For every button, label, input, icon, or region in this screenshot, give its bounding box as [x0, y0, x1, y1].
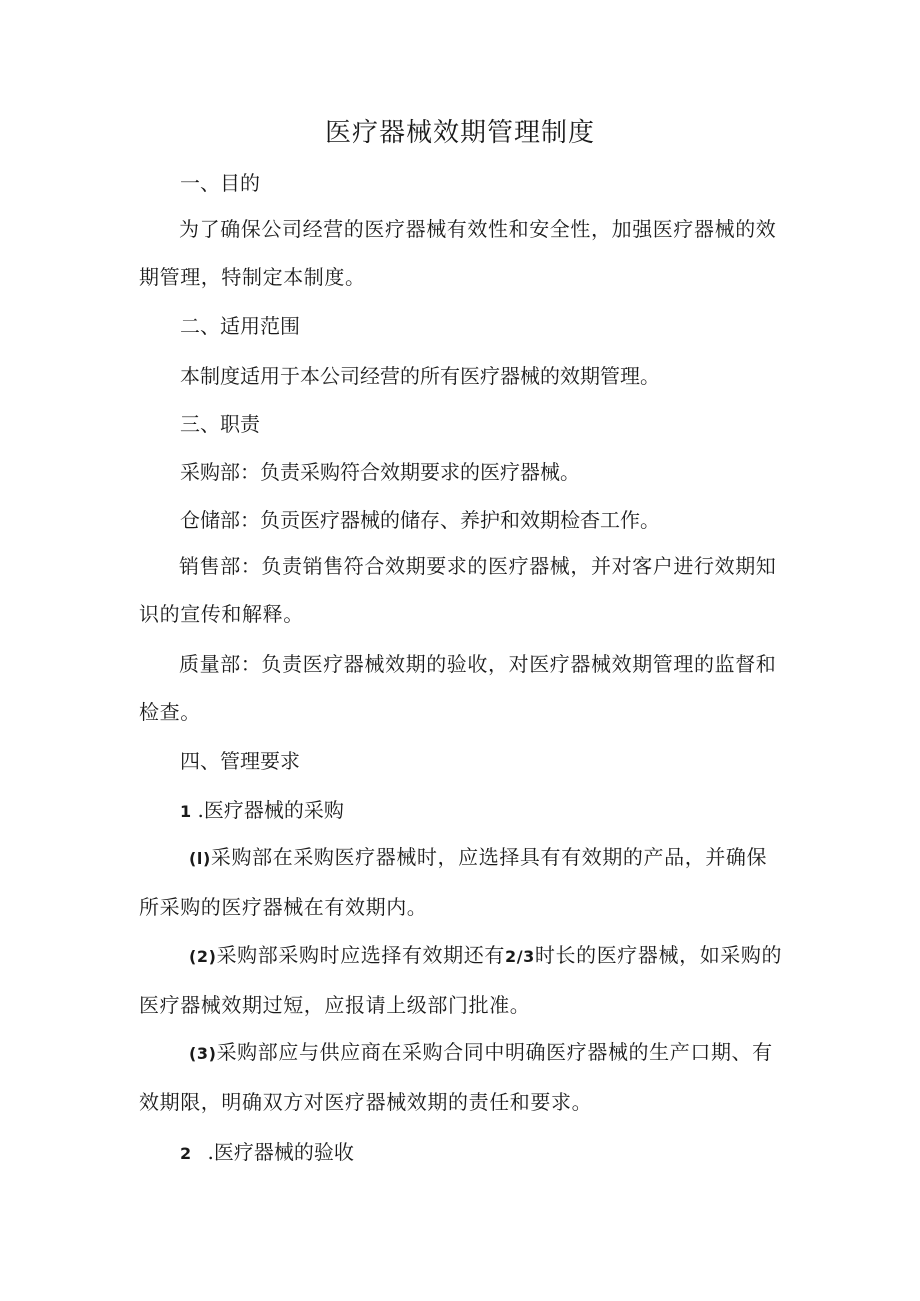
paragraph-req1-item3 — [139, 1028, 785, 1126]
subsection-title: .医疗器械的采购 — [197, 798, 344, 822]
item-text-a: 采购部采购时应选择有效期还有 — [216, 943, 505, 967]
document-title: 医疗器械效期管理制度 — [324, 118, 595, 148]
item-text: 采购部应与供应商在采购合同中明确医疗器械的生产口期、有效期限，明确双方对医疗器械效期的责任和要求。 — [139, 1040, 773, 1114]
paragraph-duty-storage: 仓储部：负贡医疗器械的储存、养护和效期检杳工作。 — [180, 508, 660, 532]
item-number: (l) — [189, 849, 211, 868]
paragraph-req1-item1 — [139, 833, 785, 931]
paragraph-req1-item2 — [139, 931, 785, 1029]
subsection-heading-acceptance — [180, 1137, 354, 1169]
paragraph-duty-quality: 质量部：负责医疗器械效期的验收，对医疗器械效期管理的监督和检查。 — [139, 652, 777, 724]
section-heading-requirements: 四、管理要求 — [180, 749, 300, 773]
paragraph-duty-sales: 销售部：负责销售符合效期要求的医疗器械，并对客户进行效期知识的宣传和解释。 — [139, 554, 777, 626]
item-number: (3) — [189, 1044, 217, 1063]
paragraph-scope: 本制度适用于本公司经营的所有医疗器械的效期管理。 — [180, 364, 660, 388]
subsection-title: .医疗器械的验收 — [207, 1140, 354, 1164]
subsection-number: 1 — [180, 802, 192, 821]
item-ratio: 2/3 — [504, 947, 535, 966]
section-heading-duties: 三、职责 — [180, 412, 260, 436]
item-number: (2) — [189, 947, 217, 966]
section-heading-scope: 二、适用范围 — [180, 314, 300, 338]
paragraph-purpose: 为了确保公司经营的医疗器械有效性和安全性，加强医疗器械的效期管理，特制定本制度。 — [139, 217, 777, 289]
paragraph-duty-purchase: 采购部：负责采购符合效期要求的医疗器械。 — [180, 460, 580, 484]
subsection-heading-purchasing — [180, 795, 344, 827]
item-text: 采购部在采购医疗器械时，应选择具有有效期的产品，并确保所采购的医疗器械在有效期内。 — [139, 845, 768, 919]
subsection-number: 2 — [180, 1144, 192, 1163]
item-text-b: 时长的医疗器械，如采购的医疗器械效期过短，应报请上级部门批准。 — [139, 943, 783, 1017]
section-heading-purpose: 一、目的 — [180, 171, 260, 195]
